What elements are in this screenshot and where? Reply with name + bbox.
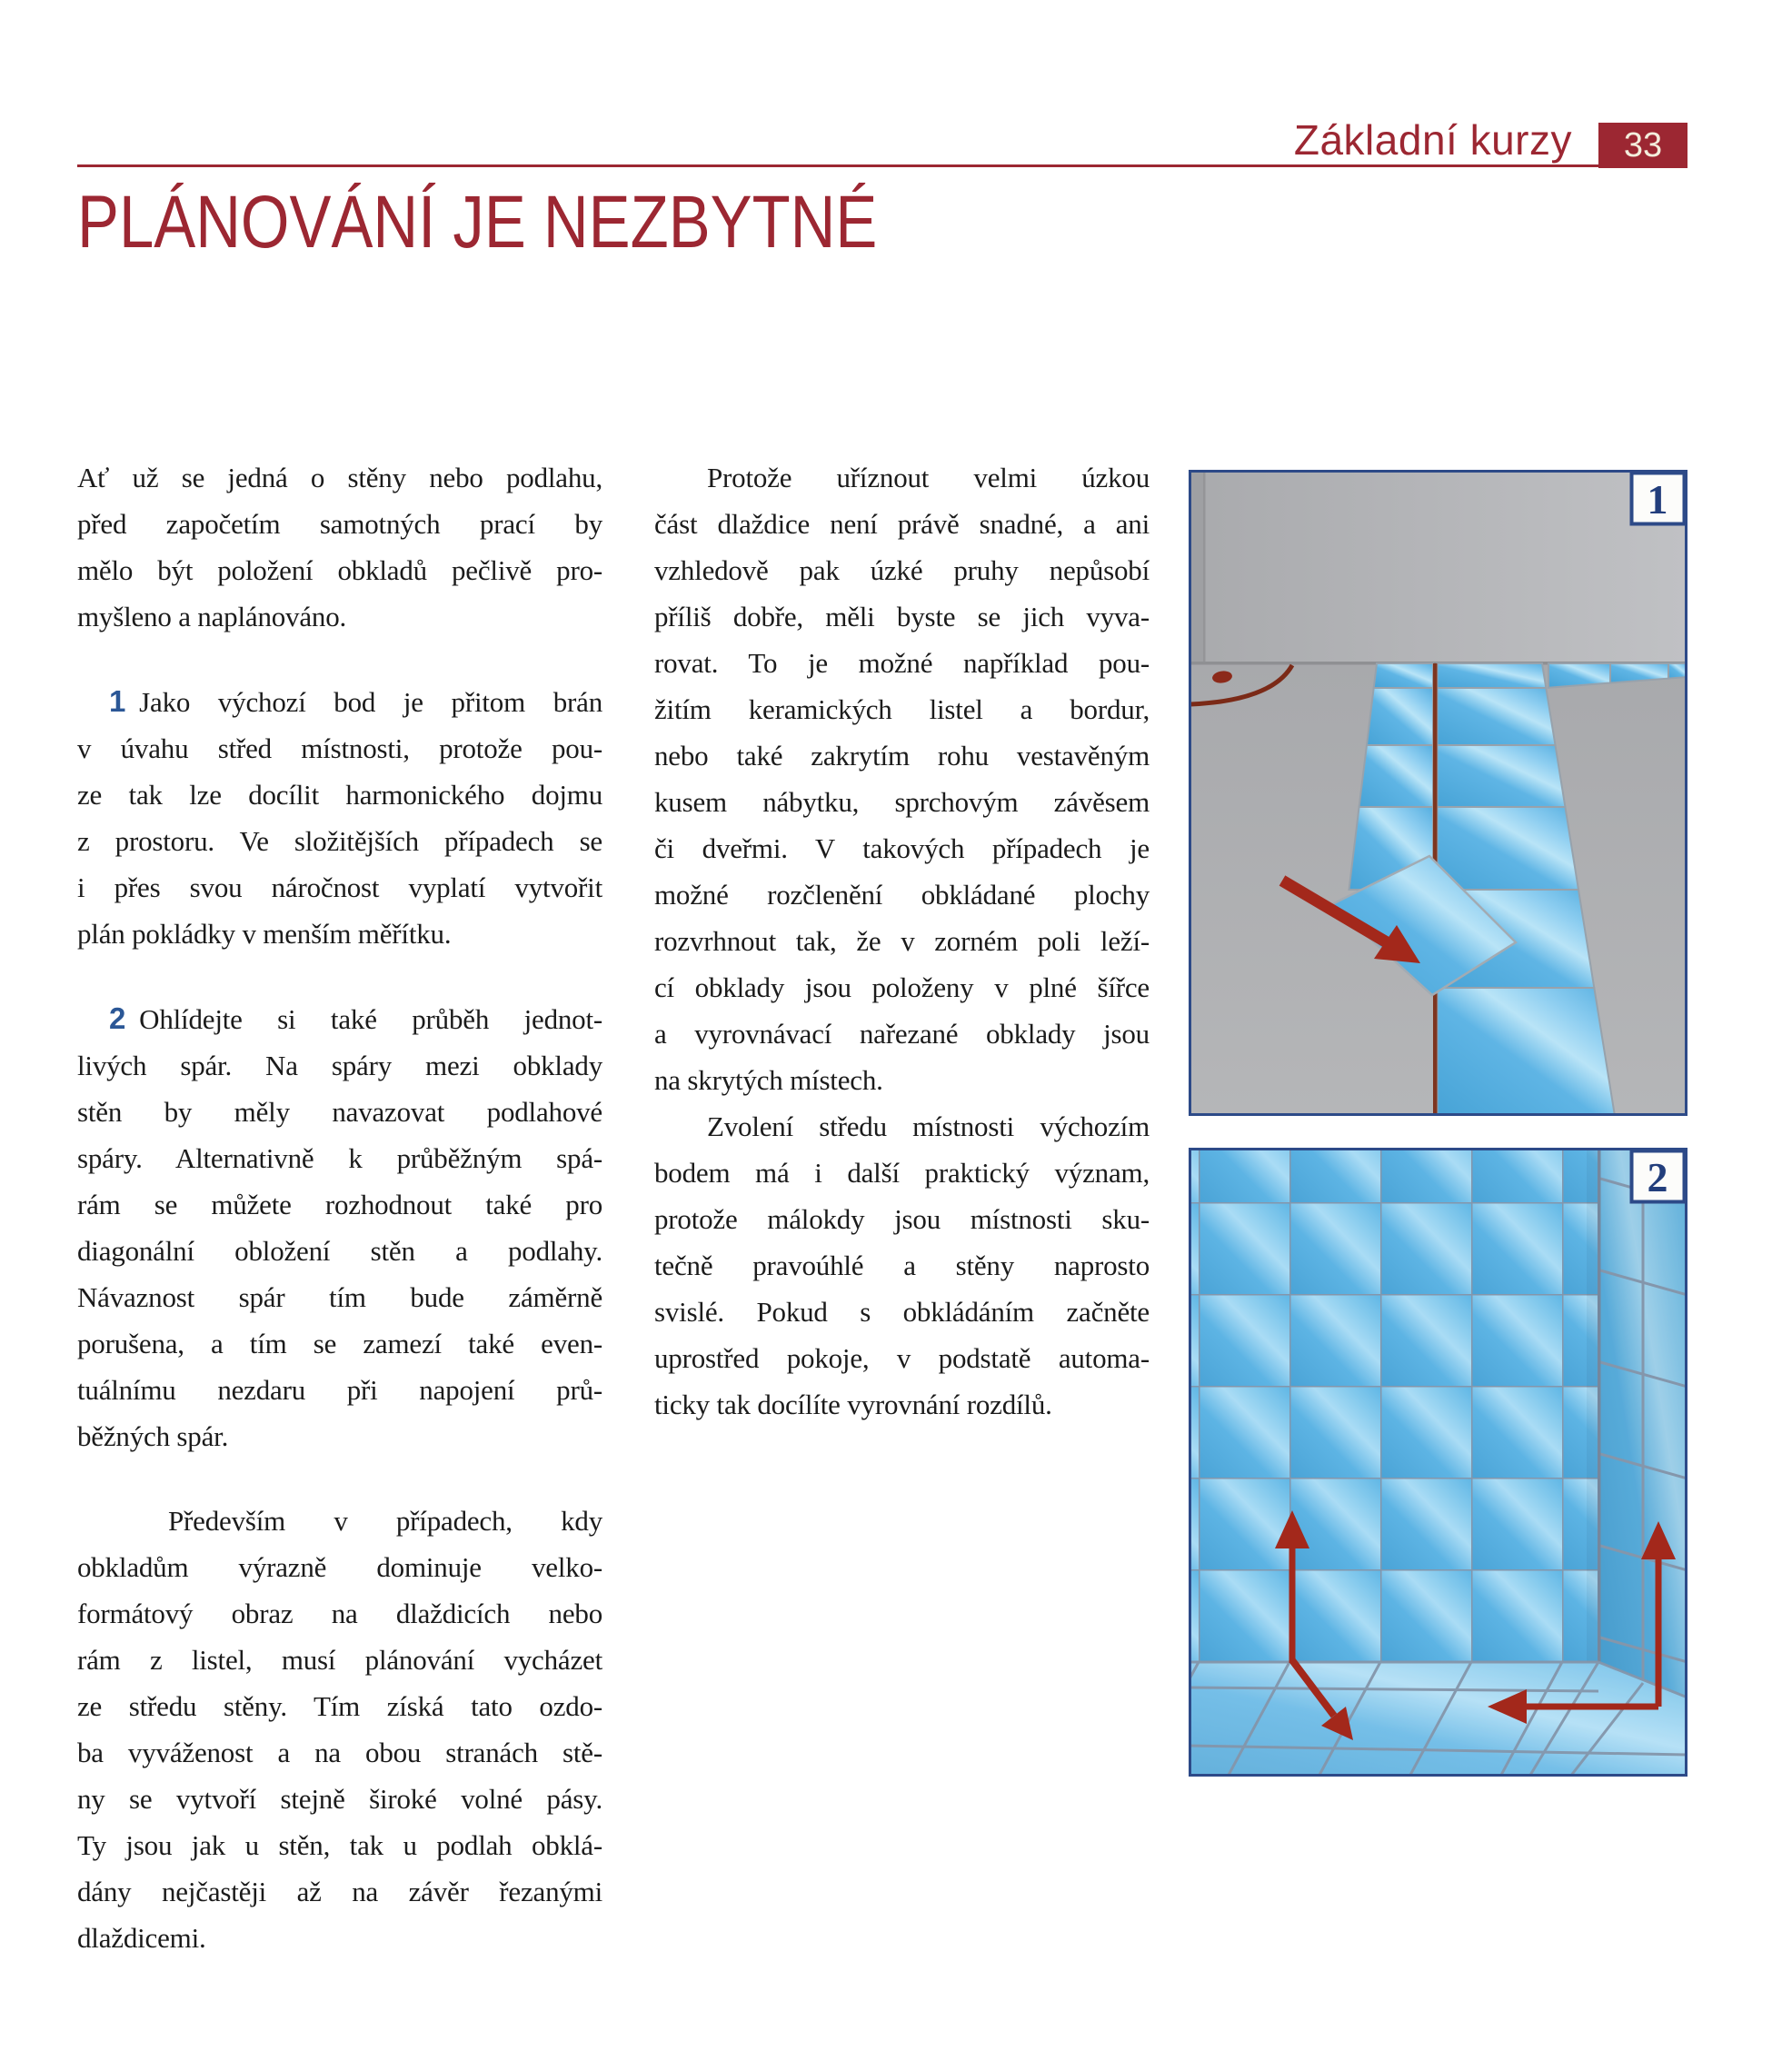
header-rule — [77, 164, 1687, 167]
text-line: Protože uříznout velmi úzkou — [707, 462, 1150, 493]
text-line: možné rozčlenění obkládané plochy — [654, 879, 1150, 911]
text-line: ba vyváženost a na obou stranách stě- — [77, 1737, 602, 1768]
text-line: uprostřed pokoje, v podstatě automa- — [654, 1342, 1150, 1374]
text-line: ticky tak docílíte vyrovnání rozdílů. — [654, 1389, 1052, 1420]
text-column-middle — [654, 454, 1150, 1428]
text-line: nebo také zakrytím rohu vestavěným — [654, 740, 1150, 772]
text-line: v úvahu střed místnosti, protože pou- — [77, 732, 602, 764]
tiled-side-wall — [1598, 1148, 1687, 1698]
text-line: 1 Jako výchozí bod je přitom brán — [109, 684, 602, 718]
paragraph — [77, 995, 602, 1459]
text-line: rozvrhnout tak, že v zorném poli leží- — [654, 925, 1150, 957]
room-wall — [1189, 470, 1687, 663]
text-line: mělo být položení obkladů pečlivě pro- — [77, 554, 602, 586]
text-line: Ať už se jedná o stěny nebo podlahu, — [77, 462, 602, 493]
text-line: kusem nábytku, sprchovým závěsem — [654, 786, 1150, 818]
text-line: část dlaždice není právě snadné, a ani — [654, 508, 1150, 540]
text-line: stěn by měly navazovat podlahové — [77, 1096, 602, 1128]
text-line: tečně pravoúhlé a stěny naprosto — [654, 1250, 1150, 1281]
page-number: 33 — [1623, 125, 1663, 164]
figure-1-floor-tiling — [1189, 470, 1687, 1116]
paragraph — [77, 678, 602, 957]
text-line: rám z listel, musí plánování vycházet — [77, 1644, 602, 1676]
text-line: Především v případech, kdy — [168, 1505, 602, 1537]
paragraph — [654, 454, 1150, 1103]
text-line: rovat. To je možné například pou- — [654, 647, 1150, 679]
figure-2-wall-tiling — [1189, 1148, 1687, 1777]
text-line: livých spár. Na spáry mezi obklady — [77, 1050, 602, 1081]
text-line: Zvolení středu místnosti výchozím — [707, 1110, 1150, 1142]
paragraph — [77, 1498, 602, 1961]
text-line: tuálnímu nezdaru při napojení prů- — [77, 1374, 602, 1406]
paragraph-number-marker: 2 — [109, 1001, 126, 1035]
text-line: plán pokládky v menším měřítku. — [77, 918, 452, 950]
text-column-left — [77, 454, 602, 1961]
text-line: dlaždicemi. — [77, 1922, 206, 1954]
text-line: diagonální obložení stěn a podlahy. — [77, 1235, 602, 1267]
text-line: na skrytých místech. — [654, 1064, 883, 1096]
text-line: protože málokdy jsou místnosti sku- — [654, 1203, 1150, 1235]
paragraph — [77, 454, 602, 640]
text-line: Ty jsou jak u stěn, tak u podlah obklá- — [77, 1829, 602, 1861]
paragraph — [654, 1103, 1150, 1428]
page-title: PLÁNOVÁNÍ JE NEZBYTNÉ — [77, 181, 878, 264]
text-line: ze tak lze docílit harmonického dojmu — [77, 779, 602, 811]
figure-number-badge — [1632, 473, 1685, 524]
text-line: i přes svou náročnost vyplatí vytvořit — [77, 871, 602, 903]
text-line: bodem má i další praktický význam, — [654, 1157, 1150, 1189]
tiled-floor — [1189, 1662, 1687, 1777]
text-line: rám se můžete rozhodnout také pro — [77, 1189, 602, 1220]
text-line: před započetím samotných prací by — [77, 508, 602, 540]
text-line: ze středu stěny. Tím získá tato ozdo- — [77, 1690, 602, 1722]
text-line: žitím keramických listel a bordur, — [654, 693, 1150, 725]
text-line: z prostoru. Ve složitějších případech se — [77, 825, 602, 857]
text-line: porušena, a tím se zamezí také even- — [77, 1328, 602, 1359]
text-line: příliš dobře, měli byste se jich vyva- — [654, 601, 1150, 632]
section-label: Základní kurzy — [1293, 116, 1572, 164]
page-number-badge — [1598, 123, 1687, 168]
figure-number-badge — [1632, 1151, 1685, 1202]
text-line: myšleno a naplánováno. — [77, 601, 347, 632]
text-line: formátový obraz na dlaždicích nebo — [77, 1598, 602, 1629]
text-line: 2 Ohlídejte si také průběh jednot- — [109, 1001, 602, 1035]
text-line: ny se vytvoří stejně široké volné pásy. — [77, 1783, 602, 1815]
figure-number: 1 — [1647, 476, 1668, 523]
text-line: spáry. Alternativně k průběžným spá- — [77, 1142, 602, 1174]
text-line: dány nejčastěji až na závěr řezanými — [77, 1876, 602, 1907]
paragraph-number-marker: 1 — [109, 684, 126, 718]
text-line: cí obklady jsou položeny v plné šířce — [654, 971, 1150, 1003]
text-line: obkladům výrazně dominuje velko- — [77, 1551, 602, 1583]
text-line: svislé. Pokud s obkládáním začněte — [654, 1296, 1150, 1328]
tiled-main-wall — [1189, 1148, 1599, 1662]
text-line: běžných spár. — [77, 1420, 229, 1452]
text-line: a vyrovnávací nařezané obklady jsou — [654, 1018, 1150, 1050]
figure-number: 2 — [1647, 1154, 1668, 1200]
text-line: či dveřmi. V takových případech je — [654, 832, 1150, 864]
text-line: vzhledově pak úzké pruhy nepůsobí — [654, 554, 1150, 586]
text-line: Návaznost spár tím bude záměrně — [77, 1281, 602, 1313]
